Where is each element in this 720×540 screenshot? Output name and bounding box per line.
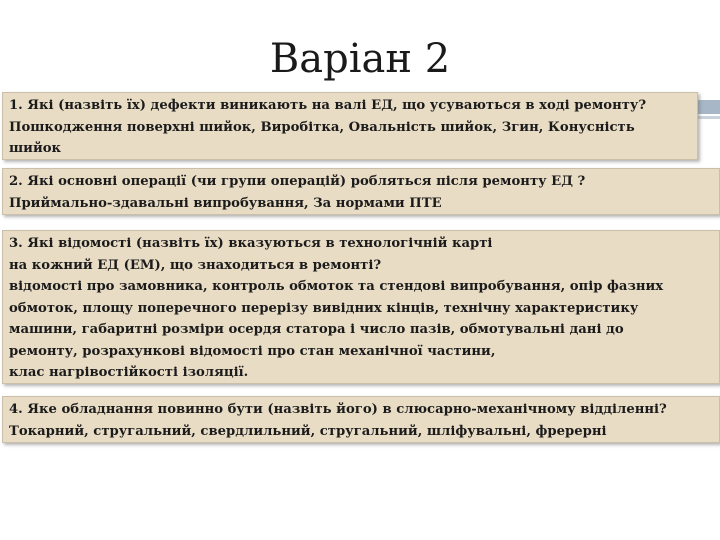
question-1-line-2: Пошкодження поверхні шийок, Виробітка, Овальність шийок, Згин, Конусність bbox=[9, 119, 635, 135]
question-1-line-1: 1. Які (назвіть їх) дефекти виникають на валі ЕД, що усуваються в ході ремонту? bbox=[9, 98, 647, 113]
question-3-line-2: на кожний ЕД (ЕМ), що знаходиться в ремонті? bbox=[9, 257, 382, 273]
question-3-line-6: ремонту, розрахункові відомості про стан механічної частини, bbox=[9, 343, 496, 359]
question-3-line-4: обмоток, площу поперечного перерізу вивідних кінців, технічну характеристику bbox=[9, 300, 639, 316]
question-1-line-3: шийок bbox=[9, 141, 62, 156]
question-3-line-7: клас нагрівостійкості ізоляції. bbox=[9, 365, 249, 380]
question-box-3 bbox=[2, 230, 720, 384]
question-box-4 bbox=[2, 396, 720, 443]
question-2-line-2: Приймально-здавальні випробування, За нормами ПТЕ bbox=[9, 195, 442, 211]
question-box-1 bbox=[2, 92, 698, 160]
question-3-line-3: відомості про замовника, контроль обмоток та стендові випробування, опір фазних bbox=[9, 279, 664, 294]
question-box-2 bbox=[2, 168, 720, 215]
question-4-line-2: Токарний, стругальний, свердлильний, стругальний, шліфувальні, фререрні bbox=[9, 423, 607, 439]
question-3-line-5: машини, габаритні розміри осердя статора і число пазів, обмотувальні дані до bbox=[9, 322, 624, 337]
question-3-line-1: 3. Які відомості (назвіть їх) вказуються в технологічній карті bbox=[9, 236, 493, 251]
question-4-line-1: 4. Яке обладнання повинно бути (назвіть його) в слюсарно-механічному відділенні? bbox=[9, 402, 667, 417]
question-2-line-1: 2. Які основні операції (чи групи операцій) робляться після ремонту ЕД ? bbox=[9, 174, 586, 189]
slide-title: Варіан 2 bbox=[269, 36, 451, 82]
